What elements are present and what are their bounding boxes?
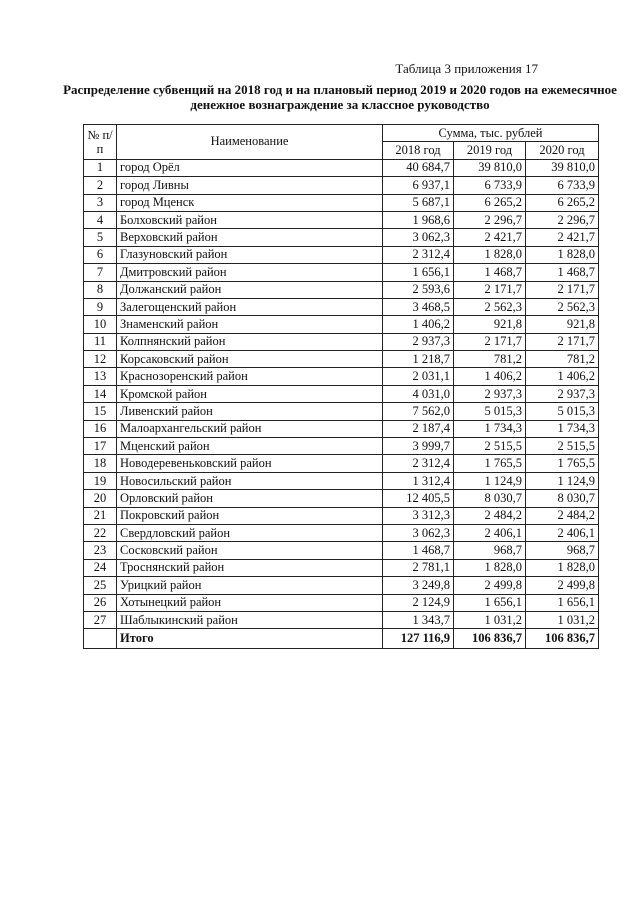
total-label: Итого xyxy=(117,629,383,649)
value-2018: 2 312,4 xyxy=(383,246,454,263)
value-2020: 2 484,2 xyxy=(526,507,599,524)
row-number: 6 xyxy=(84,246,117,263)
value-2020: 1 124,9 xyxy=(526,472,599,489)
value-2020: 2 296,7 xyxy=(526,211,599,228)
value-2019: 2 484,2 xyxy=(454,507,526,524)
row-number: 19 xyxy=(84,472,117,489)
value-2019: 6 265,2 xyxy=(454,194,526,211)
value-2020: 2 421,7 xyxy=(526,229,599,246)
row-name: город Ливны xyxy=(117,177,383,194)
table-row xyxy=(84,298,599,315)
header-year-2018: 2018 год xyxy=(383,142,454,159)
row-number: 21 xyxy=(84,507,117,524)
value-2020: 39 810,0 xyxy=(526,159,599,176)
row-name: Малоархангельский район xyxy=(117,420,383,437)
row-name: Залегощенский район xyxy=(117,298,383,315)
value-2020: 2 171,7 xyxy=(526,281,599,298)
value-2020: 1 734,3 xyxy=(526,420,599,437)
value-2018: 7 562,0 xyxy=(383,403,454,420)
value-2020: 6 733,9 xyxy=(526,177,599,194)
value-2020: 781,2 xyxy=(526,351,599,368)
row-number: 5 xyxy=(84,229,117,246)
row-number: 16 xyxy=(84,420,117,437)
value-2018: 2 781,1 xyxy=(383,559,454,576)
value-2019: 1 124,9 xyxy=(454,472,526,489)
value-2019: 8 030,7 xyxy=(454,490,526,507)
value-2020: 2 515,5 xyxy=(526,438,599,455)
value-2018: 1 656,1 xyxy=(383,264,454,281)
value-2018: 5 687,1 xyxy=(383,194,454,211)
value-2019: 2 515,5 xyxy=(454,438,526,455)
value-2018: 1 343,7 xyxy=(383,611,454,628)
value-2020: 1 656,1 xyxy=(526,594,599,611)
row-name: Покровский район xyxy=(117,507,383,524)
appendix-label: Таблица 3 приложения 17 xyxy=(395,61,538,76)
row-number: 24 xyxy=(84,559,117,576)
row-name: Кромской район xyxy=(117,385,383,402)
table-row xyxy=(84,351,599,368)
value-2018: 1 468,7 xyxy=(383,542,454,559)
row-name: Мценский район xyxy=(117,438,383,455)
value-2018: 3 312,3 xyxy=(383,507,454,524)
row-number: 20 xyxy=(84,490,117,507)
value-2019: 5 015,3 xyxy=(454,403,526,420)
row-number: 17 xyxy=(84,438,117,455)
value-2018: 6 937,1 xyxy=(383,177,454,194)
table-row xyxy=(84,594,599,611)
value-2019: 2 562,3 xyxy=(454,298,526,315)
value-2020: 1 828,0 xyxy=(526,246,599,263)
value-2020: 2 937,3 xyxy=(526,385,599,402)
row-number: 8 xyxy=(84,281,117,298)
value-2020: 1 765,5 xyxy=(526,455,599,472)
row-name: Новосильский район xyxy=(117,472,383,489)
table-row xyxy=(84,490,599,507)
value-2019: 2 296,7 xyxy=(454,211,526,228)
table-row xyxy=(84,542,599,559)
row-number: 7 xyxy=(84,264,117,281)
row-number: 11 xyxy=(84,333,117,350)
value-2020: 2 562,3 xyxy=(526,298,599,315)
value-2019: 1 828,0 xyxy=(454,559,526,576)
value-2019: 1 765,5 xyxy=(454,455,526,472)
row-name: город Мценск xyxy=(117,194,383,211)
total-2019: 106 836,7 xyxy=(454,629,526,649)
row-number: 13 xyxy=(84,368,117,385)
row-number: 1 xyxy=(84,159,117,176)
row-number: 14 xyxy=(84,385,117,402)
value-2018: 1 406,2 xyxy=(383,316,454,333)
value-2019: 39 810,0 xyxy=(454,159,526,176)
value-2019: 2 421,7 xyxy=(454,229,526,246)
value-2020: 2 171,7 xyxy=(526,333,599,350)
value-2020: 921,8 xyxy=(526,316,599,333)
value-2018: 2 031,1 xyxy=(383,368,454,385)
value-2020: 2 499,8 xyxy=(526,577,599,594)
value-2019: 2 937,3 xyxy=(454,385,526,402)
row-name: Знаменский район xyxy=(117,316,383,333)
value-2019: 781,2 xyxy=(454,351,526,368)
table-row xyxy=(84,194,599,211)
header-name: Наименование xyxy=(117,125,383,160)
row-name: Хотынецкий район xyxy=(117,594,383,611)
row-number: 18 xyxy=(84,455,117,472)
table-row xyxy=(84,177,599,194)
value-2019: 1 828,0 xyxy=(454,246,526,263)
value-2018: 1 218,7 xyxy=(383,351,454,368)
row-name: Ливенский район xyxy=(117,403,383,420)
row-number: 22 xyxy=(84,524,117,541)
value-2019: 2 171,7 xyxy=(454,333,526,350)
value-2018: 2 937,3 xyxy=(383,333,454,350)
value-2018: 12 405,5 xyxy=(383,490,454,507)
table-row xyxy=(84,507,599,524)
document-title: Распределение субвенций на 2018 год и на плановый период 2019 и 2020 годов на ежемесячное денежное вознаграждение за классное руководство xyxy=(63,82,617,112)
row-name: Должанский район xyxy=(117,281,383,298)
row-name: Корсаковский район xyxy=(117,351,383,368)
value-2019: 2 499,8 xyxy=(454,577,526,594)
value-2018: 1 968,6 xyxy=(383,211,454,228)
value-2020: 5 015,3 xyxy=(526,403,599,420)
value-2018: 3 999,7 xyxy=(383,438,454,455)
row-name: Колпнянский район xyxy=(117,333,383,350)
table-row xyxy=(84,229,599,246)
table-row xyxy=(84,159,599,176)
row-number: 3 xyxy=(84,194,117,211)
value-2019: 1 656,1 xyxy=(454,594,526,611)
value-2020: 968,7 xyxy=(526,542,599,559)
row-number: 9 xyxy=(84,298,117,315)
value-2018: 2 312,4 xyxy=(383,455,454,472)
row-number: 15 xyxy=(84,403,117,420)
table-row xyxy=(84,246,599,263)
row-name: Дмитровский район xyxy=(117,264,383,281)
value-2018: 2 124,9 xyxy=(383,594,454,611)
value-2019: 2 406,1 xyxy=(454,524,526,541)
table-row xyxy=(84,611,599,628)
row-number: 10 xyxy=(84,316,117,333)
value-2020: 1 468,7 xyxy=(526,264,599,281)
table-row xyxy=(84,524,599,541)
table-row xyxy=(84,316,599,333)
subsidy-table xyxy=(83,124,599,649)
row-number: 27 xyxy=(84,611,117,628)
value-2019: 1 734,3 xyxy=(454,420,526,437)
row-name: Болховский район xyxy=(117,211,383,228)
row-name: Троснянский район xyxy=(117,559,383,576)
value-2020: 8 030,7 xyxy=(526,490,599,507)
row-name: Верховский район xyxy=(117,229,383,246)
row-name: Краснозоренский район xyxy=(117,368,383,385)
value-2018: 2 593,6 xyxy=(383,281,454,298)
value-2020: 1 828,0 xyxy=(526,559,599,576)
table-row xyxy=(84,455,599,472)
row-number: 26 xyxy=(84,594,117,611)
row-name: Сосковский район xyxy=(117,542,383,559)
table-row xyxy=(84,420,599,437)
value-2019: 968,7 xyxy=(454,542,526,559)
row-number: 25 xyxy=(84,577,117,594)
value-2019: 1 468,7 xyxy=(454,264,526,281)
value-2018: 3 249,8 xyxy=(383,577,454,594)
value-2018: 2 187,4 xyxy=(383,420,454,437)
value-2019: 921,8 xyxy=(454,316,526,333)
value-2019: 1 406,2 xyxy=(454,368,526,385)
row-name: Свердловский район xyxy=(117,524,383,541)
row-name: Урицкий район xyxy=(117,577,383,594)
table-row xyxy=(84,403,599,420)
value-2018: 4 031,0 xyxy=(383,385,454,402)
value-2018: 3 468,5 xyxy=(383,298,454,315)
table-row xyxy=(84,577,599,594)
table-row xyxy=(84,333,599,350)
row-number: 12 xyxy=(84,351,117,368)
table-row xyxy=(84,281,599,298)
total-num-empty xyxy=(84,629,117,649)
row-name: Новодеревеньковский район xyxy=(117,455,383,472)
value-2020: 2 406,1 xyxy=(526,524,599,541)
table-row xyxy=(84,472,599,489)
value-2020: 1 031,2 xyxy=(526,611,599,628)
header-sum: Сумма, тыс. рублей xyxy=(383,125,599,142)
value-2019: 1 031,2 xyxy=(454,611,526,628)
table-row xyxy=(84,211,599,228)
total-2020: 106 836,7 xyxy=(526,629,599,649)
value-2020: 1 406,2 xyxy=(526,368,599,385)
table-body xyxy=(84,159,599,649)
row-number: 2 xyxy=(84,177,117,194)
header-num: № п/п xyxy=(84,125,117,160)
table-row xyxy=(84,438,599,455)
value-2019: 6 733,9 xyxy=(454,177,526,194)
value-2018: 1 312,4 xyxy=(383,472,454,489)
row-number: 23 xyxy=(84,542,117,559)
row-name: Орловский район xyxy=(117,490,383,507)
row-name: город Орёл xyxy=(117,159,383,176)
value-2018: 3 062,3 xyxy=(383,524,454,541)
table-row xyxy=(84,385,599,402)
total-row xyxy=(84,629,599,649)
table-row xyxy=(84,264,599,281)
value-2020: 6 265,2 xyxy=(526,194,599,211)
row-number: 4 xyxy=(84,211,117,228)
table-row xyxy=(84,559,599,576)
value-2018: 40 684,7 xyxy=(383,159,454,176)
row-name: Шаблыкинский район xyxy=(117,611,383,628)
header-year-2020: 2020 год xyxy=(526,142,599,159)
table-row xyxy=(84,368,599,385)
value-2019: 2 171,7 xyxy=(454,281,526,298)
row-name: Глазуновский район xyxy=(117,246,383,263)
value-2018: 3 062,3 xyxy=(383,229,454,246)
header-year-2019: 2019 год xyxy=(454,142,526,159)
total-2018: 127 116,9 xyxy=(383,629,454,649)
